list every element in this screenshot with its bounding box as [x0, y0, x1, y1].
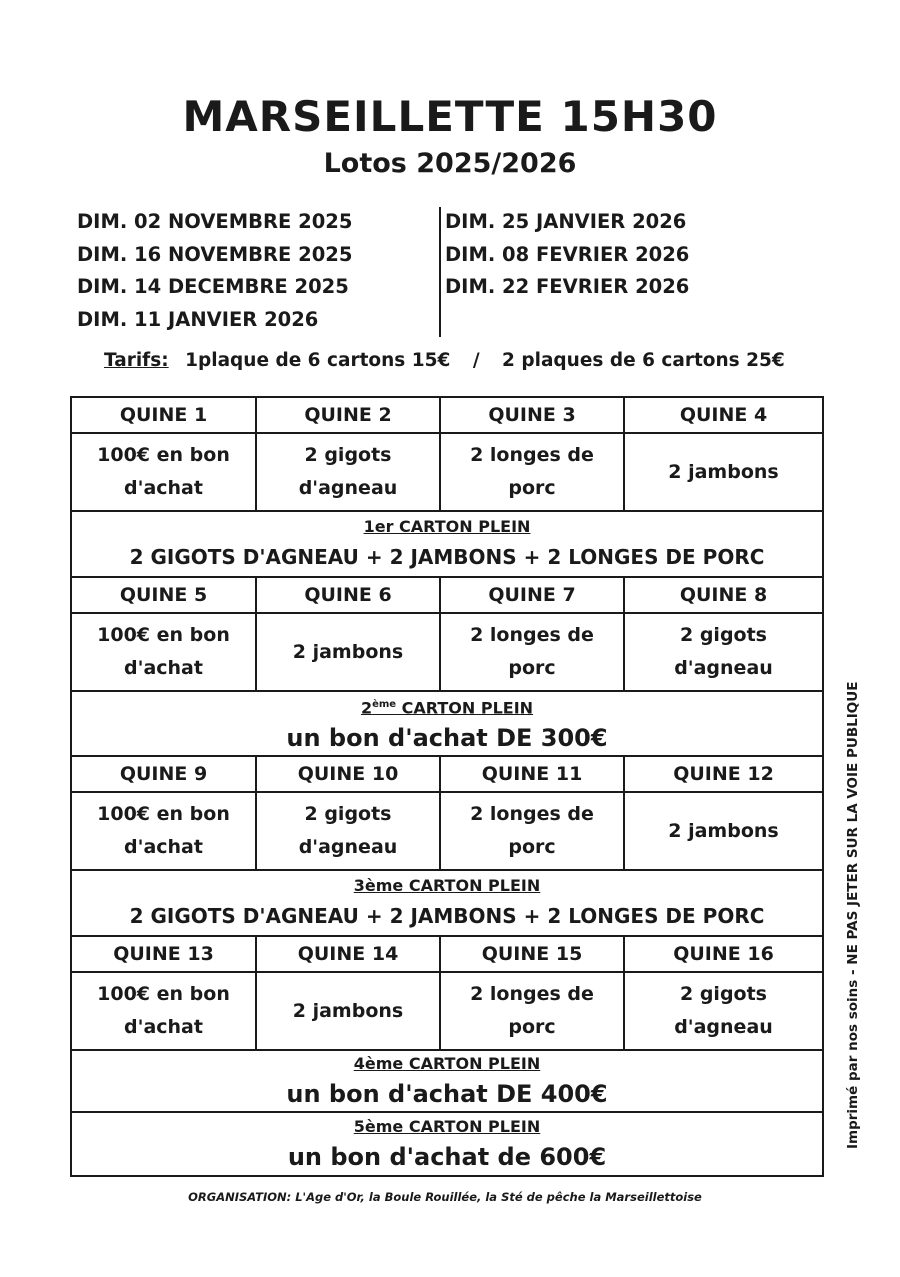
page-title: MARSEILLETTE 15H30: [182, 92, 718, 141]
date-item: DIM. 02 NOVEMBRE 2025: [77, 210, 353, 233]
carton-cell: [71, 691, 823, 756]
date-item: DIM. 25 JANVIER 2026: [445, 210, 687, 233]
tarif-separator: /: [472, 350, 480, 371]
quine-header: QUINE 7: [440, 577, 624, 613]
quine-header: QUINE 9: [71, 756, 256, 792]
quine-header: QUINE 14: [256, 936, 440, 972]
quine-header: QUINE 13: [71, 936, 256, 972]
quine-prize: 2 jambons: [256, 972, 440, 1050]
quine-prize-row: [71, 613, 823, 691]
quine-prize: 2 gigots d'agneau: [256, 433, 440, 511]
quine-header: QUINE 15: [440, 936, 624, 972]
quine-header: QUINE 11: [440, 756, 624, 792]
quine-header: QUINE 1: [71, 397, 256, 433]
carton-prize: 2 GIGOTS D'AGNEAU + 2 JAMBONS + 2 LONGES DE PORC: [129, 904, 765, 929]
quine-prize: 2 gigots d'agneau: [256, 792, 440, 870]
prize-table: [70, 396, 824, 1177]
quine-prize: 2 jambons: [624, 433, 823, 511]
dates-column-left: [77, 206, 352, 336]
carton-row: [71, 1112, 823, 1176]
date-item: DIM. 22 FEVRIER 2026: [445, 275, 690, 298]
date-item: DIM. 16 NOVEMBRE 2025: [77, 242, 353, 266]
dates-divider: [439, 207, 441, 337]
quine-header-row: [71, 936, 823, 972]
footer-organisation: ORGANISATION: L'Age d'Or, la Boule Rouillée, la Sté de pêche la Marseillettoise: [188, 1190, 702, 1204]
page-subtitle: Lotos 2025/2026: [323, 148, 577, 179]
carton-row: [71, 870, 823, 936]
quine-prize: 2 longes de porc: [440, 613, 624, 691]
carton-cell: [71, 1112, 823, 1176]
quine-header: QUINE 4: [624, 397, 823, 433]
carton-prize: un bon d'achat DE 400€: [286, 1080, 608, 1109]
quine-prize: 2 longes de porc: [440, 972, 624, 1050]
carton-label: 5ème CARTON PLEIN: [353, 1117, 541, 1137]
date-item: DIM. 11 JANVIER 2026: [77, 307, 319, 331]
carton-row: [71, 511, 823, 577]
carton-row: [71, 691, 823, 756]
quine-prize: 100€ en bon d'achat: [71, 792, 256, 870]
carton-prize: 2 GIGOTS D'AGNEAU + 2 JAMBONS + 2 LONGES DE PORC: [129, 545, 765, 569]
quine-header-row: [71, 756, 823, 792]
carton-cell: [71, 511, 823, 577]
quine-prize: 2 jambons: [624, 792, 823, 870]
quine-header-row: [71, 577, 823, 613]
quine-header: QUINE 5: [71, 577, 256, 613]
quine-prize: 100€ en bon d'achat: [71, 433, 256, 511]
quine-header: QUINE 6: [256, 577, 440, 613]
tarifs-label: Tarifs:: [104, 350, 169, 371]
carton-cell: [71, 1050, 823, 1112]
quine-header: QUINE 12: [624, 756, 823, 792]
quine-header: QUINE 2: [256, 397, 440, 433]
quine-header: QUINE 8: [624, 577, 823, 613]
carton-cell: [71, 870, 823, 936]
quine-prize: 2 jambons: [256, 613, 440, 691]
quine-header-row: [71, 397, 823, 433]
carton-label: 3ème CARTON PLEIN: [353, 876, 541, 896]
carton-prize: un bon d'achat DE 300€: [286, 724, 608, 753]
quine-prize-row: [71, 433, 823, 511]
tarif-option-1: 1plaque de 6 cartons 15€: [185, 350, 451, 371]
carton-prize: un bon d'achat de 600€: [287, 1143, 607, 1172]
carton-label: 2ème CARTON PLEIN: [360, 698, 534, 718]
tarifs-line: [104, 350, 785, 371]
carton-label: 1er CARTON PLEIN: [363, 517, 531, 536]
quine-prize: 100€ en bon d'achat: [71, 972, 256, 1050]
quine-header: QUINE 3: [440, 397, 624, 433]
quine-header: QUINE 16: [624, 936, 823, 972]
date-item: DIM. 14 DECEMBRE 2025: [77, 275, 349, 298]
carton-row: [71, 1050, 823, 1112]
quine-prize: 2 gigots d'agneau: [624, 972, 823, 1050]
dates-column-right: [445, 206, 689, 304]
quine-prize-row: [71, 972, 823, 1050]
date-item: DIM. 08 FEVRIER 2026: [445, 242, 690, 266]
quine-prize: 2 gigots d'agneau: [624, 613, 823, 691]
tarif-option-2: 2 plaques de 6 cartons 25€: [502, 350, 785, 371]
quine-prize-row: [71, 792, 823, 870]
quine-header: QUINE 10: [256, 756, 440, 792]
side-note: Imprimé par nos soins - NE PAS JETER SUR LA VOIE PUBLIQUE: [845, 681, 861, 1149]
quine-prize: 2 longes de porc: [440, 792, 624, 870]
quine-prize: 100€ en bon d'achat: [71, 613, 256, 691]
quine-prize: 2 longes de porc: [440, 433, 624, 511]
carton-label: 4ème CARTON PLEIN: [353, 1054, 541, 1074]
